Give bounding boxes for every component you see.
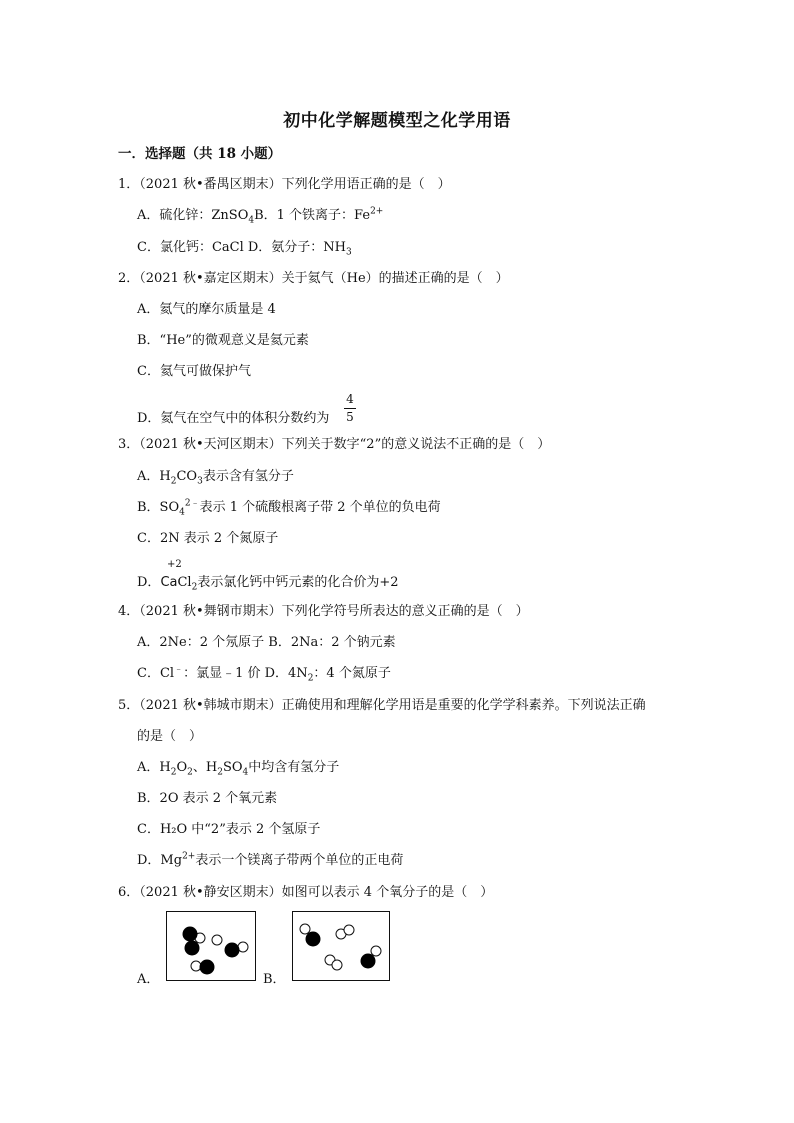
question-1-option-cd[interactable] — [137, 240, 352, 256]
question-5-stem-line2: 的是（ ） — [137, 729, 203, 744]
q3-a-text: 表示含有氢分子 — [202, 469, 294, 484]
q5-a-s3: 2 — [217, 767, 223, 778]
option-b-diagram[interactable] — [292, 911, 390, 981]
question-5-option-d[interactable] — [137, 853, 403, 869]
question-2-option-b[interactable]: B．“He”的微观意义是氦元素 — [137, 333, 309, 348]
question-2-option-d[interactable]: D．氦气在空气中的体积分数约为 — [137, 411, 330, 426]
question-5-option-c[interactable]: C．H₂O 中“2”表示 2 个氢原子 — [137, 822, 321, 837]
q4-d-sub: 2 — [307, 673, 314, 684]
q5-a-text: 中均含有氢分子 — [248, 760, 340, 775]
q1-b-text: B．1 个铁离子：Fe — [254, 208, 371, 223]
q4-c-cl: C．Cl — [137, 666, 175, 681]
q3-a-h: A．H — [137, 469, 171, 484]
q3-b-sub: 4 — [179, 507, 185, 518]
q3-a-co: CO — [176, 469, 198, 484]
q5-d-text: 表示一个镁离子带两个单位的正电荷 — [195, 853, 404, 868]
question-2-stem: 2．（2021 秋•嘉定区期末）关于氦气（He）的描述正确的是（ ） — [118, 271, 509, 286]
q1-d-sub: 3 — [346, 247, 352, 258]
q5-a-h: A．H — [137, 760, 171, 775]
q5-a-s2: 2 — [187, 767, 193, 778]
question-2-option-c[interactable]: C．氦气可做保护气 — [137, 364, 251, 379]
question-3-option-a[interactable] — [137, 469, 294, 485]
fraction-denominator: 5 — [346, 410, 354, 424]
question-5-option-a[interactable] — [137, 760, 339, 776]
q5-a-s4: 4 — [242, 767, 249, 778]
question-3-option-c[interactable]: C．2N 表示 2 个氮原子 — [137, 531, 279, 546]
q5-d-mg: D．Mg — [137, 853, 183, 868]
q5-a-o: O — [176, 760, 188, 775]
q3-d-ca: Ca — [160, 575, 178, 590]
question-3-stem: 3．（2021 秋•天河区期末）下列关于数字“2”的意义说法不正确的是（ ） — [118, 437, 551, 452]
molecule-diagram-b — [293, 912, 389, 980]
q3-d-valence: +2 — [167, 559, 182, 570]
molecule-diagram-a — [167, 912, 255, 980]
q3-d-text: 表示氯化钙中钙元素的化合价为+2 — [197, 575, 399, 590]
q3-a-sub1: 2 — [170, 476, 177, 487]
question-3-option-d[interactable] — [137, 575, 399, 591]
section-heading: 一．选择题（共 18 小题） — [118, 146, 282, 162]
question-5-option-b[interactable]: B．2O 表示 2 个氧元素 — [137, 791, 278, 806]
question-5-stem-line1: 5．（2021 秋•韩城市期末）正确使用和理解化学用语是重要的化学学科素养。下列说法正确 — [118, 698, 646, 713]
q5-a-h2: 、H — [192, 760, 218, 775]
q1-a-sub: 4 — [248, 215, 255, 226]
q3-b-sup: 2﹣ — [184, 498, 200, 509]
q5-a-so: SO — [222, 760, 243, 775]
question-6-option-b-label[interactable]: B． — [263, 972, 286, 987]
option-a-diagram[interactable] — [166, 911, 256, 981]
q3-b-text: 表示 1 个硫酸根离子带 2 个单位的负电荷 — [199, 500, 441, 515]
q1-a-text: A．硫化锌：ZnSO — [137, 208, 249, 223]
q3-a-sub2: 3 — [197, 476, 203, 487]
question-4-stem: 4．（2021 秋•舞钢市期末）下列化学符号所表达的意义正确的是（ ） — [118, 604, 529, 619]
question-4-option-ab[interactable]: A．2Ne：2 个氖原子 B．2Na：2 个钠元素 — [137, 635, 396, 650]
question-2-option-a[interactable]: A．氦气的摩尔质量是 4 — [137, 302, 276, 317]
q1-b-sup: 2+ — [370, 206, 384, 217]
q3-d-label: D． — [137, 575, 161, 590]
q3-d-cl: Cl — [177, 575, 192, 590]
fraction-numerator: 4 — [346, 392, 354, 406]
question-6-option-a-label[interactable]: A． — [137, 972, 160, 987]
q5-a-s1: 2 — [170, 767, 177, 778]
q3-b-so: B．SO — [137, 500, 180, 515]
q5-d-sup: 2+ — [182, 851, 196, 862]
q3-d-sub: 2 — [191, 582, 198, 593]
q4-c-text: ：氯显﹣1 价 D．4N — [183, 666, 308, 681]
question-1-stem: 1．（2021 秋•番禺区期末）下列化学用语正确的是（ ） — [118, 177, 451, 192]
fraction-four-fifths — [343, 392, 357, 426]
question-1-option-ab[interactable] — [137, 208, 383, 224]
fraction-bar — [344, 408, 356, 409]
question-6-stem: 6．（2021 秋•静安区期末）如图可以表示 4 个氧分子的是（ ） — [118, 885, 494, 900]
q4-d-text: ：4 个氮原子 — [313, 666, 391, 681]
question-4-option-cd[interactable] — [137, 666, 391, 682]
question-3-option-b[interactable] — [137, 500, 441, 516]
q4-c-sup: ﹣ — [174, 664, 184, 675]
page-title: 初中化学解题模型之化学用语 — [283, 111, 511, 131]
q1-c-text: C．氯化钙：CaCl D．氨分子：NH — [137, 240, 347, 255]
